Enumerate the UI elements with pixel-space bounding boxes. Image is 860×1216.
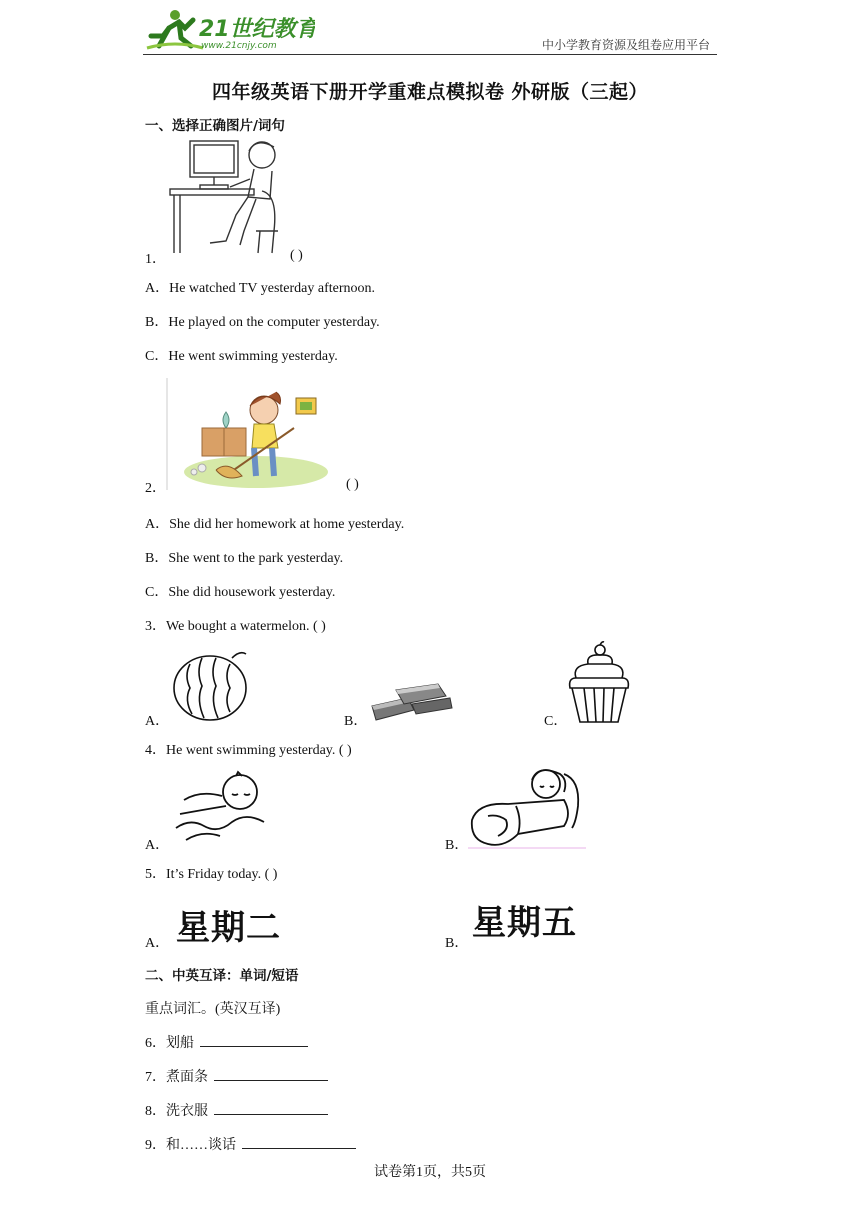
- watermelon-image[interactable]: [170, 648, 250, 722]
- q1-option-a[interactable]: A．He watched TV yesterday afternoon.: [145, 281, 376, 296]
- q3-label-a[interactable]: A．: [145, 714, 170, 729]
- q2-housework-image: [166, 376, 331, 492]
- q6-prompt: 6．划船: [145, 1036, 194, 1051]
- q1-option-b[interactable]: B．He played on the computer yesterday.: [145, 315, 380, 330]
- swimmer-icon: [172, 770, 268, 842]
- site-logo: [145, 6, 315, 52]
- q1-number: 1．: [145, 252, 166, 267]
- section-2-heading: 二、中英互译：单词/短语: [145, 968, 299, 984]
- section-2-intro: 重点词汇。(英汉互译): [145, 1002, 281, 1017]
- sleeping-image[interactable]: [468, 764, 586, 850]
- q1-answer-paren[interactable]: ( ): [290, 248, 303, 263]
- q5-label-b[interactable]: B．: [445, 936, 469, 951]
- page-footer: 试卷第1页，共5页: [374, 1165, 486, 1180]
- girl-sweeping-icon: [166, 376, 331, 492]
- platform-name: 中小学教育资源及组卷应用平台: [541, 38, 710, 52]
- q5-label-a[interactable]: A．: [145, 936, 170, 951]
- q9-prompt: 9．和……谈话: [145, 1138, 236, 1153]
- q2-number: 2．: [145, 481, 166, 496]
- svg-text:www.21cnjy.com: www.21cnjy.com: [201, 41, 277, 51]
- q4-stem: 4．He went swimming yesterday. ( ): [145, 743, 352, 758]
- q5-choice-tuesday[interactable]: 星期二: [176, 908, 281, 948]
- swimming-image[interactable]: [172, 770, 268, 842]
- q2-answer-paren[interactable]: ( ): [346, 477, 359, 492]
- page-title: 四年级英语下册开学重难点模拟卷 外研版（三起）: [211, 81, 649, 103]
- q8-answer-blank[interactable]: [214, 1103, 328, 1115]
- q7-item: [145, 1066, 328, 1086]
- chocolate-icon: [368, 680, 454, 722]
- q3-label-b[interactable]: B．: [344, 714, 368, 729]
- q9-item: [145, 1134, 356, 1154]
- q2-option-b[interactable]: B．She went to the park yesterday.: [145, 551, 344, 566]
- cupcake-icon: [566, 640, 632, 724]
- q5-choice-friday[interactable]: 星期五: [472, 903, 577, 943]
- boy-computer-icon: [166, 135, 284, 257]
- q8-prompt: 8．洗衣服: [145, 1104, 208, 1119]
- cupcake-image[interactable]: [566, 640, 632, 724]
- svg-text:21世纪教育: 21世纪教育: [199, 17, 315, 42]
- section-1-heading: 一、选择正确图片/词句: [145, 118, 285, 134]
- runner-logo-icon: [145, 6, 315, 52]
- q3-stem: 3．We bought a watermelon. ( ): [145, 619, 326, 634]
- q2-option-a[interactable]: A．She did her homework at home yesterday.: [145, 517, 405, 532]
- q7-prompt: 7．煮面条: [145, 1070, 208, 1085]
- q4-label-a[interactable]: A．: [145, 838, 170, 853]
- q5-stem: 5．It’s Friday today. ( ): [145, 867, 278, 882]
- q2-option-c[interactable]: C．She did housework yesterday.: [145, 585, 336, 600]
- watermelon-icon: [170, 648, 250, 722]
- q3-label-c[interactable]: C．: [544, 714, 568, 729]
- q6-item: [145, 1032, 308, 1052]
- q1-computer-image: [166, 135, 284, 257]
- q8-item: [145, 1100, 328, 1120]
- q6-answer-blank[interactable]: [200, 1035, 308, 1047]
- q1-option-c[interactable]: C．He went swimming yesterday.: [145, 349, 338, 364]
- sleeping-girl-icon: [468, 764, 586, 850]
- q7-answer-blank[interactable]: [214, 1069, 328, 1081]
- chocolate-image[interactable]: [368, 680, 454, 722]
- header-divider: [143, 54, 717, 55]
- q4-label-b[interactable]: B．: [445, 838, 469, 853]
- q9-answer-blank[interactable]: [242, 1137, 356, 1149]
